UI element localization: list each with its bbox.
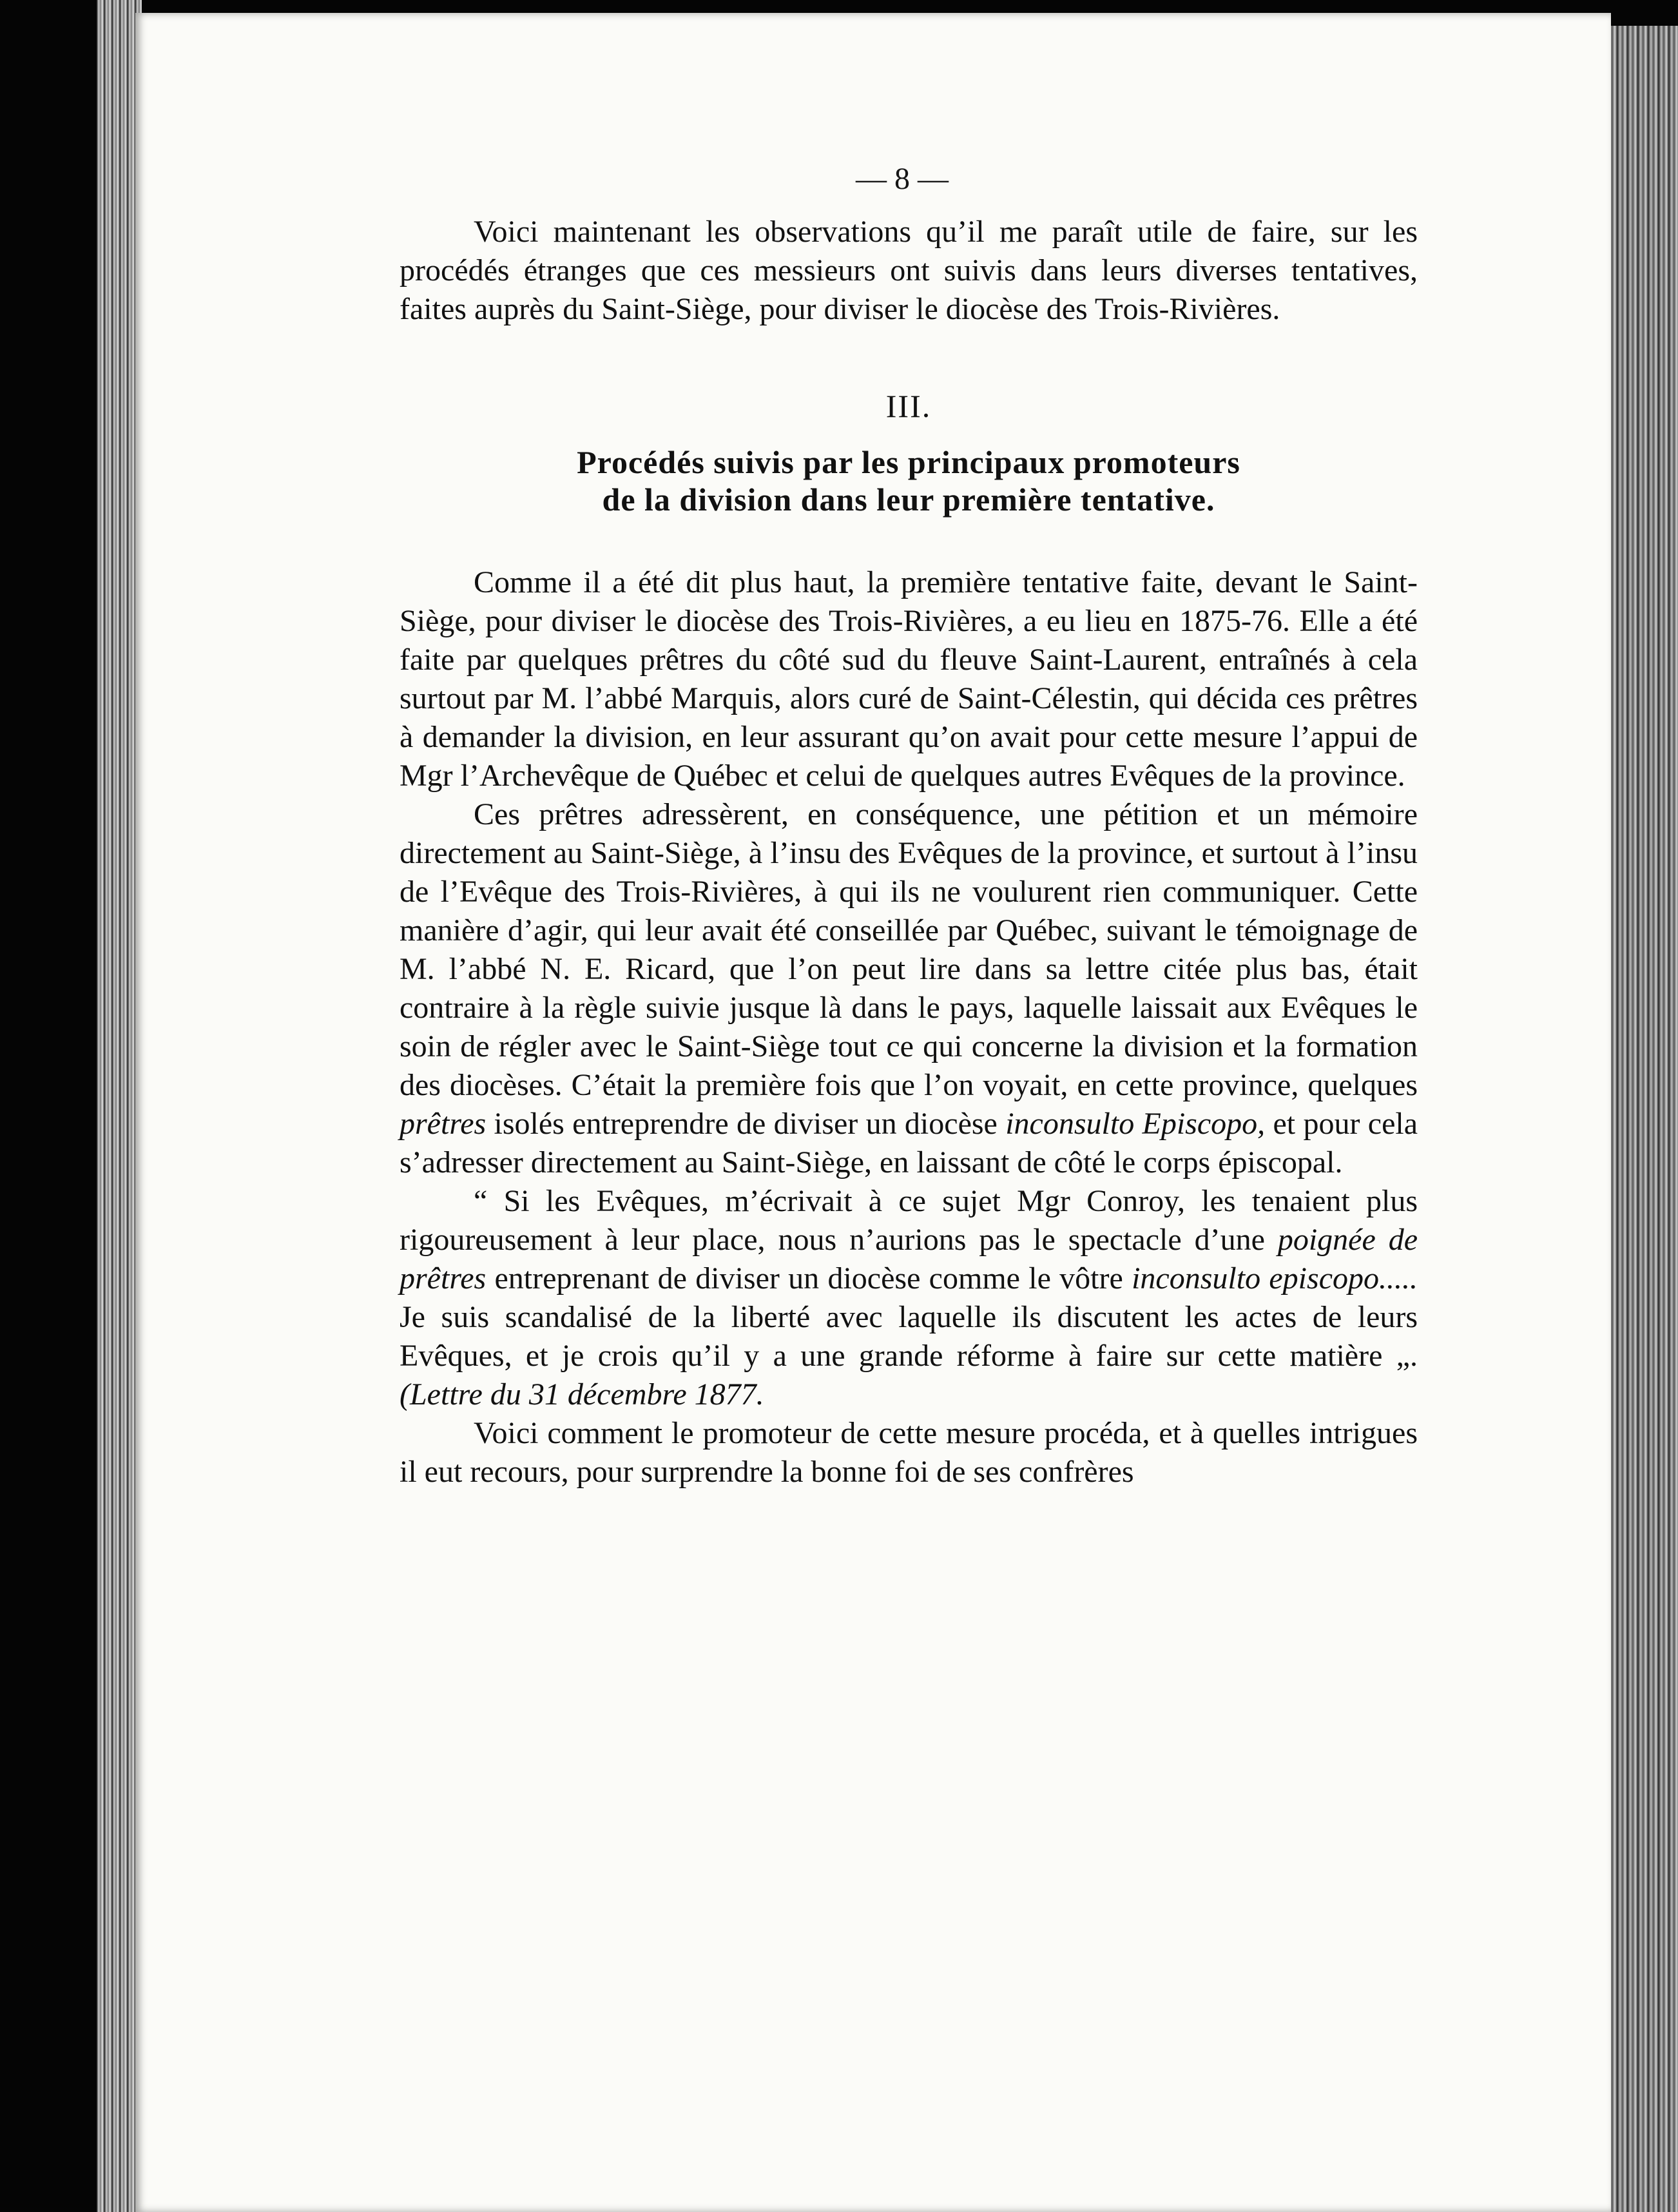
intro-paragraph: Voici maintenant les observations qu’il me paraît utile de faire, sur les procédés étranges que ces messieurs ont suivis dans leurs diverses tentatives, faites auprès du Saint-Siège, pour diviser le diocèse des Trois-Rivières. xyxy=(400,215,1418,326)
paragraph-2-text-a: Ces prêtres adressèrent, en conséquence, une pétition et un mémoire directement au Saint-Siège, à l’insu des Evêques de la province, et surtout à l’insu de l’Evêque des Trois-Rivières, à qui ils ne voulurent rien communiquer. Cette manière d’agir, qui leur avait été conseillée par Québec, suivant le témoignage de M. l’abbé N. E. Ricard, que l’on peut lire dans sa lettre citée plus bas, était contraire à la règle suivie jusque là dans le pays, laquelle laissait aux Evêques le soin de régler avec le Saint-Siège tout ce qui concerne la division et la formation des diocèses. C’était la première fois que l’on voyait, en cette province, quelques xyxy=(400,797,1418,1102)
section-title-line-2: de la division dans leur première tentative. xyxy=(602,481,1215,518)
paragraph-2-italic-b: inconsulto Episcopo, xyxy=(1005,1107,1266,1141)
paragraph-3-italic-b: inconsulto episcopo..... xyxy=(1132,1261,1418,1295)
paragraph-3-text-a: “ Si les Evêques, m’écrivait à ce sujet Mgr Conroy, les tenaient plus rigoureusement à leur place, nous n’aurions pas le spectacle d’une xyxy=(400,1184,1418,1257)
paragraph-4: Voici comment le promoteur de cette mesure procéda, et à quelles intrigues il eut recours, pour surprendre la bonne foi de ses confrères xyxy=(400,1416,1418,1489)
paragraph-2-italic-a: prêtres xyxy=(400,1107,487,1141)
paragraph-3-quotation xyxy=(400,1182,1418,1414)
paragraph-3-italic-a: poignée de prêtres xyxy=(400,1223,1418,1295)
paragraph-2-text-c: et pour cela s’adresser directement au Saint-Siège, en laissant de côté le corps épiscopal. xyxy=(400,1107,1418,1179)
paragraph-3-italic-citation: (Lettre du 31 décembre 1877. xyxy=(400,1377,764,1412)
paragraph-3-text-b: entreprenant de diviser un diocèse comme le vôtre xyxy=(486,1261,1132,1295)
paragraph-1: Comme il a été dit plus haut, la première tentative faite, devant le Saint-Siège, pour diviser le diocèse des Trois-Rivières, a eu lieu en 1875-76. Elle a été faite par quelques prêtres du côté sud du fleuve Saint-Laurent, entraînés à cela surtout par M. l’abbé Marquis, alors curé de Saint-Célestin, qui décida ces prêtres à demander la division, en leur assurant qu’on avait pour cette mesure l’appui de Mgr l’Archevêque de Québec et celui de quelques autres Evêques de la province. xyxy=(400,565,1418,793)
paragraph-3-text-c: Je suis scandalisé de la liberté avec laquelle ils discutent les actes de leurs Evêques, et je crois qu’il y a une grande réforme à faire sur cette matière „. xyxy=(400,1300,1418,1373)
paragraph-2-text-b: isolés entreprendre de diviser un diocèse xyxy=(486,1107,1006,1141)
section-title-line-1: Procédés suivis par les principaux promoteurs xyxy=(577,444,1240,480)
page-number: — 8 — xyxy=(856,162,949,196)
section-number: III. xyxy=(885,388,932,424)
page-body xyxy=(400,213,1418,1491)
page-stack-right-edge xyxy=(1607,26,1678,2212)
section-title xyxy=(400,443,1418,518)
paragraph-2 xyxy=(400,795,1418,1182)
